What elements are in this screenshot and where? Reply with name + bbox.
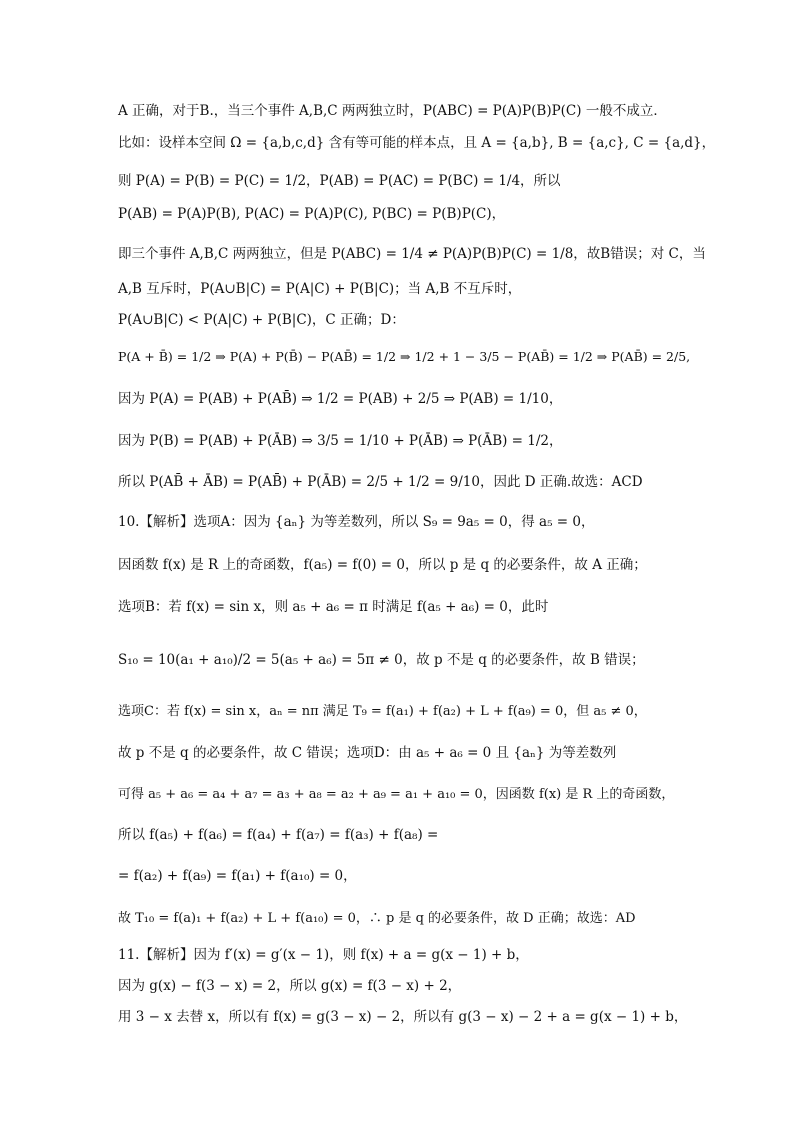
text-line-19: 所以 f(a₅) + f(a₆) = f(a₄) + f(a₇) = f(a₃) + f(a₈) = [118, 827, 439, 843]
text-line-8: P(A + B̄) = 1/2 ⇒ P(A) + P(B̄) − P(AB̄) = 1/2 ⇒ 1/2 + 1 − 3/5 − P(AB̄) = 1/2 ⇒ P(AB̄) = 2/5, [118, 349, 691, 364]
text-line-13: 因函数 f(x) 是 R 上的奇函数，f(a₅) = f(0) = 0，所以 p 是 q 的必要条件，故 A 正确； [118, 557, 647, 573]
text-line-22: 11.【解析】因为 f′(x) = g′(x − 1)，则 f(x) + a = g(x − 1) + b， [118, 947, 529, 963]
text-line-20: = f(a₂) + f(a₉) = f(a₁) + f(a₁₀) = 0， [118, 868, 357, 884]
text-line-17: 故 p 不是 q 的必要条件，故 C 错误；选项D：由 a₅ + a₆ = 0 且 {aₙ} 为等差数列 [118, 745, 617, 761]
text-line-3: 则 P(A) = P(B) = P(C) = 1/2，P(AB) = P(AC) = P(BC) = 1/4，所以 [118, 173, 561, 189]
text-line-21: 故 T₁₀ = f(a)₁ + f(a₂) + L + f(a₁₀) = 0，∴ p 是 q 的必要条件，故 D 正确；故选：AD [118, 911, 636, 926]
text-line-2: 比如：设样本空间 Ω = {a,b,c,d} 含有等可能的样本点，且 A = {a,b}, B = {a,c}, C = {a,d}， [118, 135, 716, 151]
text-line-1: A 正确，对于B.，当三个事件 A,B,C 两两独立时，P(ABC) = P(A)P(B)P(C) 一般不成立． [118, 103, 667, 119]
text-line-23: 因为 g(x) − f(3 − x) = 2，所以 g(x) = f(3 − x) + 2， [118, 978, 462, 994]
text-line-6: A,B 互斥时，P(A∪B|C) = P(A|C) + P(B|C)；当 A,B 不互斥时， [118, 281, 522, 297]
text-line-14: 选项B：若 f(x) = sin x，则 a₅ + a₆ = π 时满足 f(a₅ + a₆) = 0，此时 [118, 599, 549, 615]
text-line-10: 因为 P(B) = P(AB) + P(ĀB) ⇒ 3/5 = 1/10 + P(ĀB) ⇒ P(ĀB) = 1/2， [118, 433, 563, 449]
text-line-12: 10.【解析】选项A：因为 {aₙ} 为等差数列，所以 S₉ = 9a₅ = 0，得 a₅ = 0， [118, 514, 595, 530]
text-line-5: 即三个事件 A,B,C 两两独立，但是 P(ABC) = 1/4 ≠ P(A)P(B)P(C) = 1/8，故B错误；对 C，当 [118, 246, 706, 262]
text-line-24: 用 3 − x 去替 x，所以有 f(x) = g(3 − x) − 2，所以有 g(3 − x) − 2 + a = g(x − 1) + b， [118, 1009, 688, 1025]
text-line-11: 所以 P(AB̄ + ĀB) = P(AB̄) + P(ĀB) = 2/5 + 1/2 = 9/10，因此 D 正确.故选：ACD [118, 474, 643, 490]
text-line-18: 可得 a₅ + a₆ = a₄ + a₇ = a₃ + a₈ = a₂ + a₉ = a₁ + a₁₀ = 0，因函数 f(x) 是 R 上的奇函数， [118, 787, 675, 802]
text-line-16: 选项C：若 f(x) = sin x，aₙ = nπ 满足 T₉ = f(a₁) + f(a₂) + L + f(a₉) = 0，但 a₅ ≠ 0， [118, 704, 647, 719]
text-line-4: P(AB) = P(A)P(B), P(AC) = P(A)P(C), P(BC) = P(B)P(C)， [118, 206, 506, 222]
text-line-9: 因为 P(A) = P(AB) + P(AB̄) ⇒ 1/2 = P(AB) + 2/5 ⇒ P(AB) = 1/10， [118, 391, 563, 407]
text-line-15: S₁₀ = 10(a₁ + a₁₀)/2 = 5(a₅ + a₆) = 5π ≠ 0，故 p 不是 q 的必要条件，故 B 错误； [118, 652, 645, 668]
text-line-7: P(A∪B|C) < P(A|C) + P(B|C)，C 正确；D： [118, 312, 405, 328]
